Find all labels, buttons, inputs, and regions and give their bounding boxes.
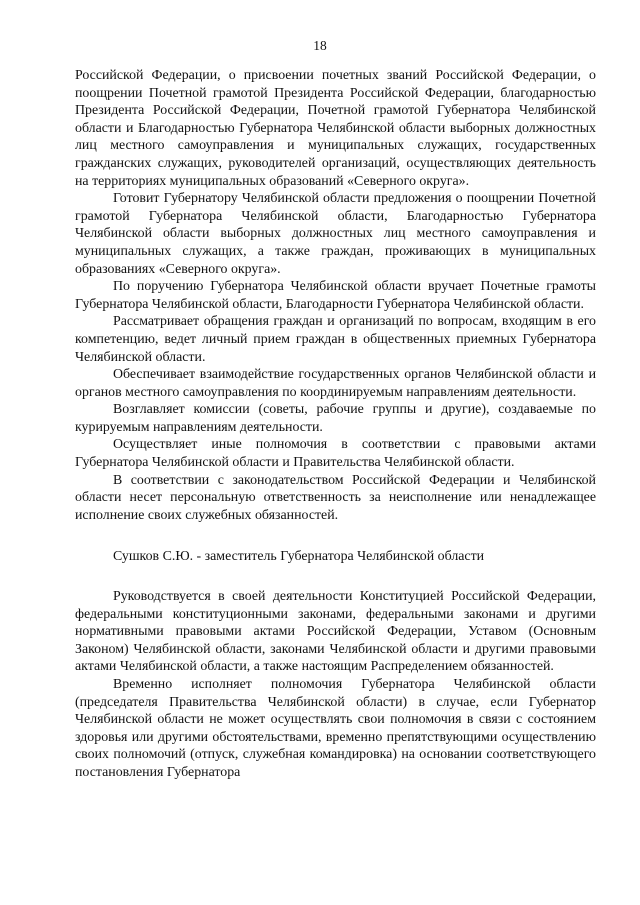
paragraph: Готовит Губернатору Челябинской области предложения о поощрении Почетной грамотой Губернатора Челябинской области, Благодарностью Губернатора Челябинской области выборных должностных лиц местного самоуправления и муниципальных служащих, а также граждан, проживающих в муниципальных образованиях «Северного округа». <box>75 191 596 277</box>
paragraph: По поручению Губернатора Челябинской области вручает Почетные грамоты Губернатора Челябинской области, Благодарности Губернатора Челябинской области. <box>75 279 596 312</box>
section-heading: Сушков С.Ю. - заместитель Губернатора Челябинской области <box>113 549 485 565</box>
document-body <box>75 67 596 782</box>
paragraph: Руководствуется в своей деятельности Конституцией Российской Федерации, федеральными конституционными законами, федеральными законами и другими нормативными правовыми актами Российской Федерации, Уставом (Основным Законом) Челябинской области, законами Челябинской области и другими правовыми актами Челябинской области, а также настоящим Распределением обязанностей. <box>75 589 596 675</box>
paragraph: Рассматривает обращения граждан и организаций по вопросам, входящим в его компетенцию, ведет личный прием граждан в общественных приемных Губернатора Челябинской области. <box>75 314 596 365</box>
page-number: 18 <box>313 38 327 53</box>
paragraph: Обеспечивает взаимодействие государственных органов Челябинской области и органов местного самоуправления по координируемым направлениям деятельности. <box>75 367 596 400</box>
paragraph: Возглавляет комиссии (советы, рабочие группы и другие), создаваемые по курируемым направлениям деятельности. <box>75 402 596 435</box>
paragraph: В соответствии с законодательством Российской Федерации и Челябинской области несет персональную ответственность за неисполнение или ненадлежащее исполнение своих служебных обязанностей. <box>75 472 596 523</box>
paragraph-continuation: Российской Федерации, о присвоении почетных званий Российской Федерации, о поощрении Почетной грамотой Президента Российской Федерации, благодарностью Президента Российской Федерации, Почетной грамотой Губернатора Челябинской области и Благодарностью Губернатора Челябинской области выборных должностных лиц местного самоуправления и муниципальных служащих, государственных гражданских служащих, руководителей организаций, осуществляющих деятельность на территориях муниципальных образований «Северного округа». <box>75 68 596 189</box>
paragraph: Осуществляет иные полномочия в соответствии с правовыми актами Губернатора Челябинской области и Правительства Челябинской области. <box>75 437 596 471</box>
paragraph: Временно исполняет полномочия Губернатора Челябинской области (председателя Правительства Челябинской области) в случае, если Губернатор Челябинской области не может осуществлять свои полномочия в связи с состоянием здоровья или другими обстоятельствами, временно препятствующими осуществлению своих полномочий (отпуск, служебная командировка) на основании соответствующего постановления Губернатора <box>75 677 596 780</box>
